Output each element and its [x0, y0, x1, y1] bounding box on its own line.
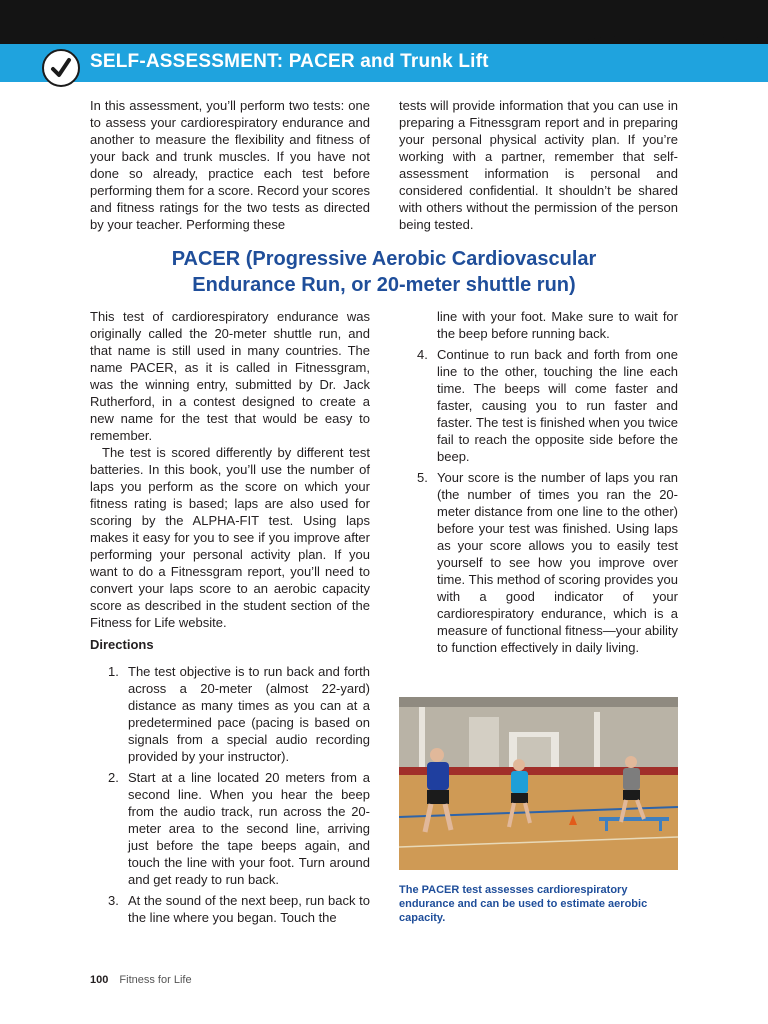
section-heading-line: PACER (Progressive Aerobic Cardiovascular	[171, 248, 597, 270]
list-item-number: 1.	[108, 664, 119, 679]
list-item-text: Continue to run back and forth from one line to the other, touching the line each time. The beeps will come faster and faster, causing you to run faster and faster. The test is finished when you twice fail to reach the opposite side before the beep.	[437, 347, 678, 464]
section-heading-line: Endurance Run, or 20-meter shuttle run)	[192, 274, 576, 296]
list-item	[90, 663, 370, 765]
list-item-number: 2.	[108, 770, 119, 785]
list-item	[399, 469, 678, 656]
book-title: Fitness for Life	[119, 974, 192, 986]
section-heading	[90, 246, 678, 298]
intro-paragraph: In this assessment, you’ll perform two tests: one to assess your cardiorespiratory endurance and another to measure the flexibility and fitness of your back and trunk muscles. If you have not done so already, practice each test before performing them for a score. Record your scores and fitness ratings for the two tests as directed by your teacher. Performing these	[90, 98, 370, 232]
list-item-number: 3.	[108, 893, 119, 908]
directions-list-right	[399, 308, 678, 656]
pacer-test-photo	[399, 697, 678, 870]
list-item-text: The test objective is to run back and forth across a 20-meter (almost 22-yard) distance as many times as you can at a predetermined pace (pacing is based on signals from a special audio recording provided by your instructor).	[128, 664, 370, 764]
photo-caption: The PACER test assesses cardiorespiratory endurance and can be used to estimate aerobic capacity.	[399, 884, 648, 924]
list-item	[90, 892, 370, 926]
directions-list-left	[90, 663, 370, 926]
intro-right-column	[399, 97, 678, 233]
body-left-column	[90, 308, 370, 631]
list-item-number: 4.	[417, 347, 428, 362]
list-item	[90, 769, 370, 888]
list-item-text: At the sound of the next beep, run back to the line where you began. Touch the	[128, 893, 370, 925]
checkmark-icon	[42, 49, 80, 87]
page-footer	[90, 974, 192, 986]
list-item	[399, 346, 678, 465]
body-paragraph: This test of cardiorespiratory endurance was originally called the 20-meter shuttle run, and that name is still used in many countries. The name PACER, as it is called in Fitnessgram, was the winning entry, submitted by Dr. Jack Rutherford, in a contest designed to create a new name for the test that would be easy to remember.	[90, 309, 370, 443]
directions-heading: Directions	[90, 637, 154, 652]
page-title: SELF-ASSESSMENT: PACER and Trunk Lift	[90, 51, 489, 72]
intro-paragraph-continued: tests will provide information that you can use in preparing a Fitnessgram report and in preparing your personal physical activity plan. If you’re working with a partner, remember that self-assessment information is personal and considered confidential. It shouldn’t be shared with others without the permission of the person being tested.	[399, 98, 678, 232]
list-item-text: Your score is the number of laps you ran (the number of times you ran the 20-meter distance from one line to the other) before your test was finished. Using laps as your score allows you to easily test yourself to see how you improve over time. This method of scoring provides you with a good indicator of your cardiorespiratory endurance, which is a measure of functional fitness—your ability to function effectively in daily living.	[437, 470, 678, 655]
intro-left-column	[90, 97, 370, 233]
list-item-number: 5.	[417, 470, 428, 485]
page-number: 100	[90, 974, 109, 986]
body-paragraph: The test is scored differently by different test batteries. In this book, you’ll use the number of laps you perform as the score on which your fitness rating is based; laps are also used for scoring by the ALPHA-FIT test. Using laps makes it easy for you to see if you improve after performing your personal activity plan. If you want to do a Fitnessgram report, you’ll need to convert your laps score to an aerobic capacity score as described in the student section of the Fitness for Life website.	[90, 445, 370, 630]
list-item-continued: line with your foot. Make sure to wait for the beep before running back.	[437, 309, 678, 341]
list-item-text: Start at a line located 20 meters from a second line. When you hear the beep from the audio track, run across the 20-meter area to the second line, arriving just before the tape beeps again, and touch the line with your foot. Turn around and get ready to run back.	[128, 770, 370, 887]
